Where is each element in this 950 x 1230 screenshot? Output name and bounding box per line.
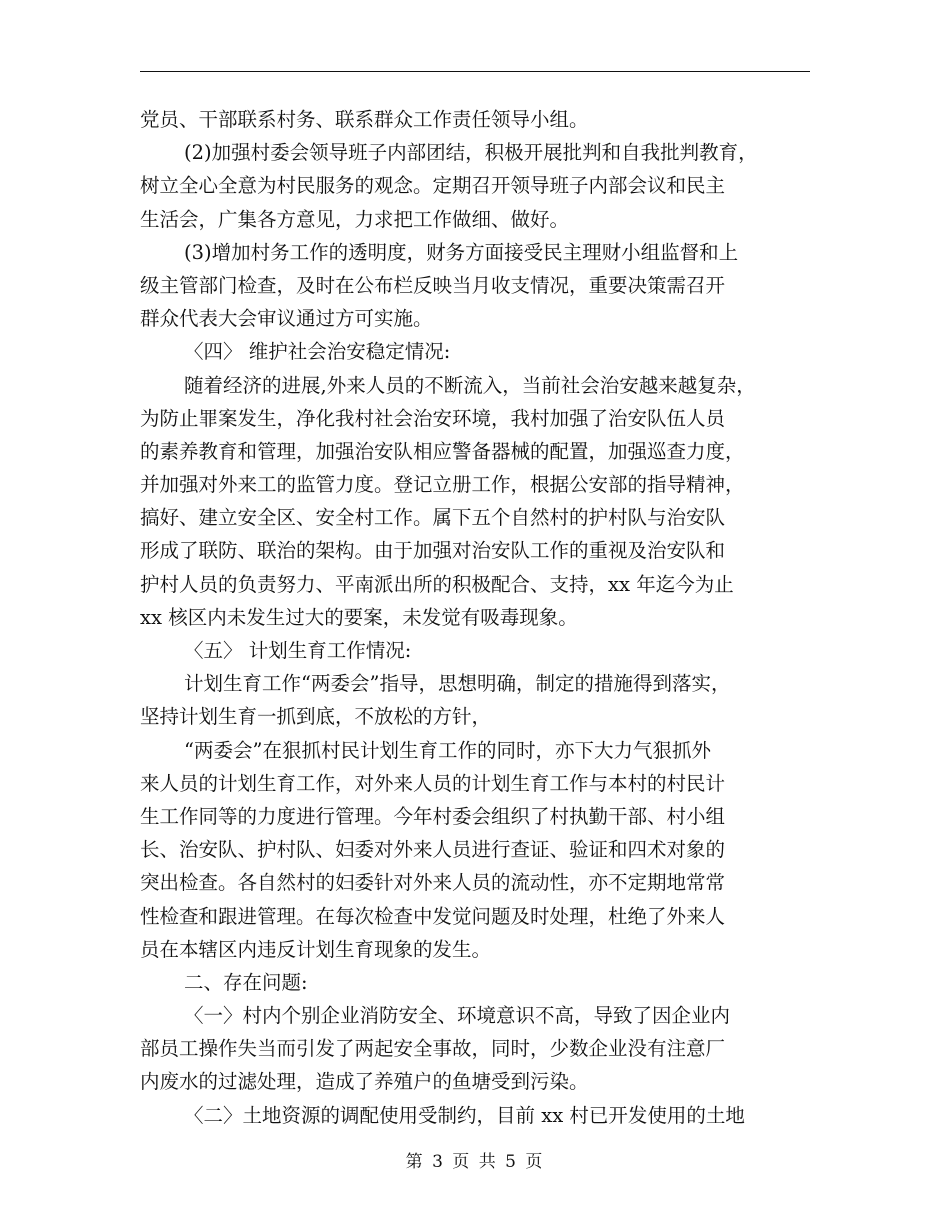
text-line: 随着经济的进展,外来人员的不断流入，当前社会治安越来越复杂，: [184, 373, 756, 397]
text-line: 护村人员的负责努力、平南派出所的积极配合、支持，xx 年迄今为止: [140, 572, 734, 596]
text-line: 生工作同等的力度进行管理。今年村委会组织了村执勤干部、村小组: [140, 804, 726, 828]
text-line: 搞好、建立安全区、安全村工作。属下五个自然村的护村队与治安队: [140, 506, 726, 530]
text-line: 内废水的过滤处理，造成了养殖户的鱼塘受到污染。: [140, 1070, 589, 1094]
text-line: 〈二〉土地资源的调配使用受制约，目前 xx 村已开发使用的土地: [184, 1103, 745, 1127]
text-line: 级主管部门检查，及时在公布栏反映当月收支情况，重要决策需召开: [140, 273, 726, 297]
text-line: 〈四〉 维护社会治安稳定情况:: [184, 340, 451, 364]
text-line: 计划生育工作“两委会”指导，思想明确，制定的措施得到落实，: [184, 672, 731, 696]
text-line: (2)加强村委会领导班子内部团结，积极开展批判和自我批判教育，: [184, 141, 758, 165]
text-line: 员在本辖区内违反计划生育现象的发生。: [140, 937, 492, 961]
text-line: 坚持计划生育一抓到底，不放松的方针，: [140, 705, 492, 729]
page-footer: 第 3 页 共 5 页: [405, 1152, 545, 1172]
text-line: 的素养教育和管理，加强治安队相应警备器械的配置，加强巡查力度，: [140, 439, 745, 463]
text-line: 形成了联防、联治的架构。由于加强对治安队工作的重视及治安队和: [140, 539, 726, 563]
text-line: 〈五〉 计划生育工作情况:: [184, 639, 412, 662]
text-line: 突出检查。各自然村的妇委针对外来人员的流动性，亦不定期地常常: [140, 871, 726, 895]
text-line: xx 核区内未发生过大的要案，未发觉有吸毒现象。: [140, 605, 578, 629]
text-line: 部员工操作失当而引发了两起安全事故，同时，少数企业没有注意厂: [140, 1037, 726, 1061]
text-line: 并加强对外来工的监管力度。登记立册工作，根据公安部的指导精神，: [140, 473, 745, 497]
text-line: 生活会，广集各方意见，力求把工作做细、做好。: [140, 207, 570, 231]
text-line: “两委会”在狠抓村民计划生育工作的同时，亦下大力气狠抓外: [184, 738, 711, 762]
text-line: 性检查和跟进管理。在每次检查中发觉问题及时处理，杜绝了外来人: [140, 904, 726, 928]
text-line: 为防止罪案发生，净化我村社会治安环境，我村加强了治安队伍人员: [140, 406, 726, 430]
text-line: 长、治安队、护村队、妇委对外来人员进行查证、验证和四术对象的: [140, 838, 726, 862]
header-rule: [140, 71, 810, 72]
text-line: 来人员的计划生育工作，对外来人员的计划生育工作与本村的村民计: [140, 771, 726, 795]
text-line: 党员、干部联系村务、联系群众工作责任领导小组。: [140, 108, 589, 131]
text-line: 群众代表大会审议通过方可实施。: [140, 307, 433, 331]
body-text: [140, 103, 830, 1132]
text-line: (3)增加村务工作的透明度，财务方面接受民主理财小组监督和上: [184, 240, 739, 264]
text-line: 〈一〉村内个别企业消防安全、环境意识不高，导致了因企业内: [184, 1004, 731, 1028]
text-line: 二、存在问题:: [184, 970, 308, 994]
text-line: 树立全心全意为村民服务的观念。定期召开领导班子内部会议和民主: [140, 174, 726, 198]
